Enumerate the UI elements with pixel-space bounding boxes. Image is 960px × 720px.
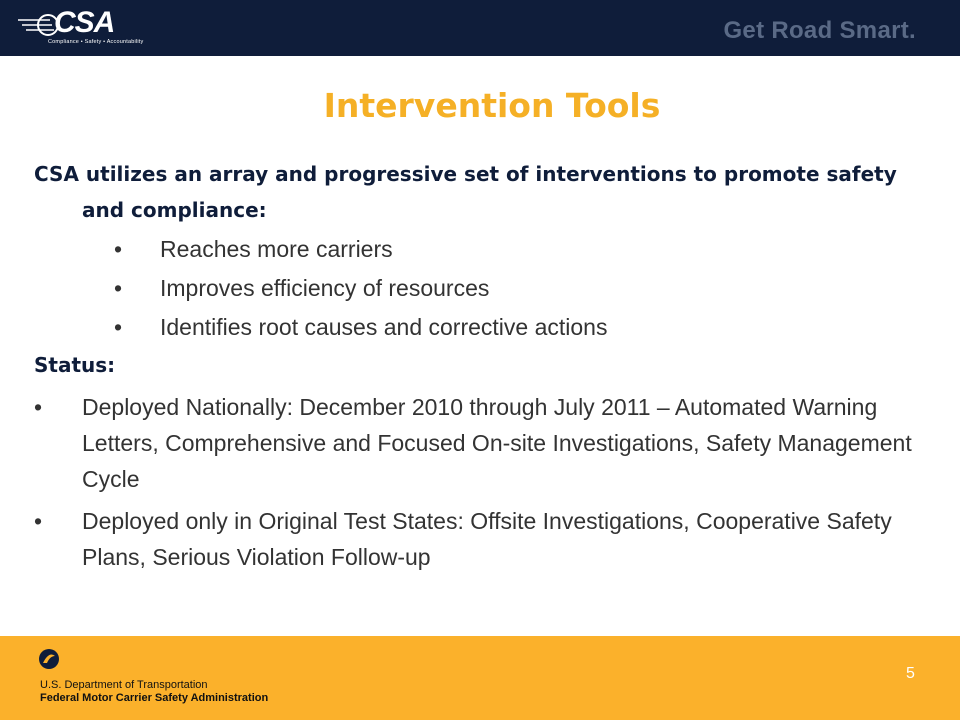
list-item-text: Reaches more carriers	[160, 236, 393, 262]
slide-body	[34, 156, 934, 581]
speed-lines-icon	[18, 12, 58, 42]
dot-emblem-icon	[38, 648, 60, 670]
agency-line-1: U.S. Department of Transportation	[40, 679, 208, 691]
list-item	[34, 389, 934, 497]
slide-title: Intervention Tools	[323, 86, 661, 125]
status-list	[34, 389, 934, 575]
list-item-text: Deployed only in Original Test States: Offsite Investigations, Cooperative Safety Plans, Serious Violation Follow-up	[82, 508, 892, 570]
bullet-icon: •	[114, 275, 123, 301]
bullet-icon: •	[34, 394, 43, 420]
bullet-icon: •	[114, 236, 123, 262]
benefits-list	[34, 230, 934, 347]
footer-bar	[0, 636, 960, 720]
tagline: Get Road Smart.	[723, 17, 916, 44]
status-heading: Status:	[34, 353, 116, 377]
list-item-text: Improves efficiency of resources	[160, 275, 490, 301]
list-item	[34, 503, 934, 575]
list-item-text: Identifies root causes and corrective actions	[160, 314, 608, 340]
intro-text: CSA utilizes an array and progressive set of interventions to promote safety and compliance:	[34, 162, 897, 222]
logo-subtitle: Compliance • Safety • Accountability	[48, 39, 144, 45]
csa-logo	[18, 6, 144, 48]
list-item	[34, 230, 934, 269]
list-item-text: Deployed Nationally: December 2010 through July 2011 – Automated Warning Letters, Comprehensive and Focused On-site Investigations, Safety Management Cycle	[82, 394, 912, 492]
list-item	[34, 308, 934, 347]
bullet-icon: •	[34, 508, 43, 534]
header-bar	[0, 0, 960, 56]
list-item	[34, 269, 934, 308]
page-number: 5	[906, 665, 915, 682]
logo-text: CSA	[54, 6, 115, 39]
bullet-icon: •	[114, 314, 123, 340]
agency-line-2: Federal Motor Carrier Safety Administration	[40, 692, 269, 704]
